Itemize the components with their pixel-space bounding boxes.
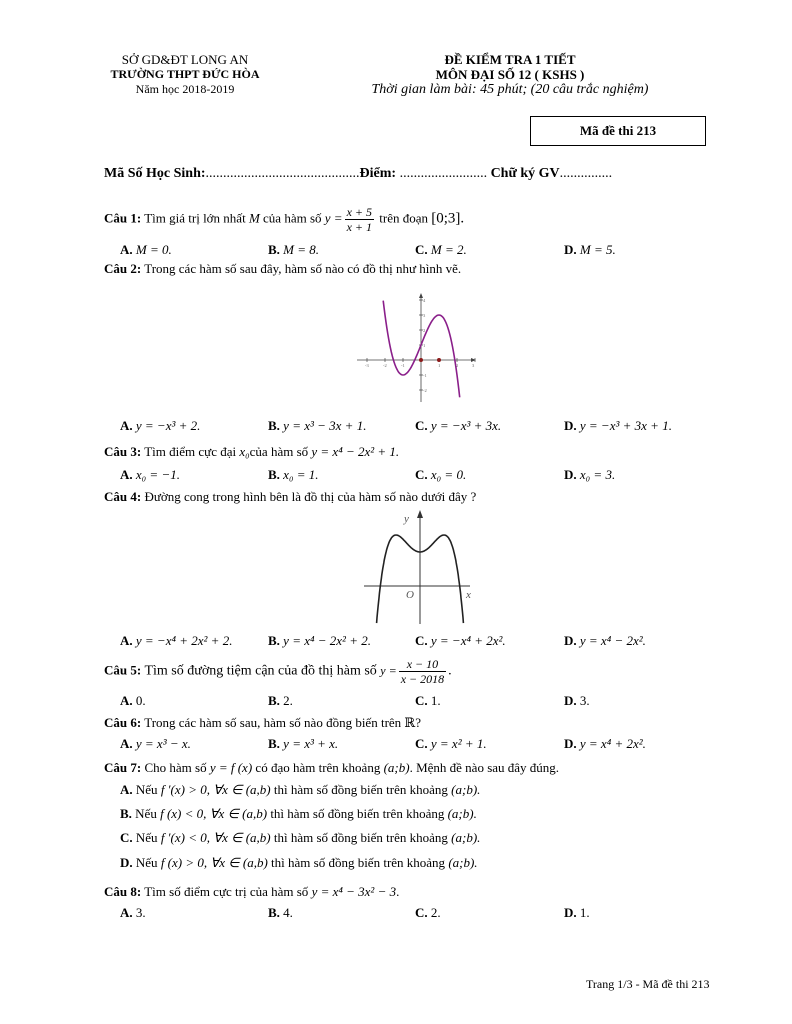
option-letter: B.	[268, 467, 280, 482]
origin-label: O	[406, 589, 414, 601]
q5-option-b[interactable]	[268, 693, 293, 709]
option-letter: D.	[564, 693, 577, 708]
y-tick-label: -1	[423, 373, 427, 378]
page-footer: Trang 1/3 - Mã đề thi 213	[586, 977, 710, 991]
option-letter: C.	[120, 830, 133, 845]
q3-b-text: x₀ = 1.	[283, 467, 319, 482]
sign-label: Chữ ký GV	[487, 166, 560, 181]
q7-d-post: thì hàm số đồng biến trên khoảng	[267, 855, 449, 870]
q5-text: Tìm số đường tiệm cận của đồ thị hàm số	[141, 663, 381, 679]
option-letter: A.	[120, 633, 133, 648]
q2-cubic-graph	[355, 290, 477, 416]
exam-duration: Thời gian làm bài: 45 phút; (20 câu trắc nghiệm)	[371, 82, 649, 97]
q3-option-c[interactable]	[415, 467, 466, 483]
exam-code: Mã đề thi 213	[579, 123, 657, 138]
q6-tail: ?	[415, 715, 422, 730]
option-letter: C.	[415, 633, 428, 648]
score-dots: .........................	[396, 166, 488, 181]
x-tick-label: -1	[401, 363, 405, 368]
q1-option-c[interactable]	[415, 242, 467, 258]
q3-label: Câu 3:	[104, 444, 142, 459]
q6-a-text: y = x³ − x.	[135, 736, 191, 751]
q1-den: x + 1	[346, 220, 372, 234]
q5-fraction	[399, 657, 446, 686]
option-letter: C.	[415, 693, 428, 708]
question-5	[104, 657, 452, 686]
q5-num: x − 10	[399, 657, 446, 672]
q4-a-text: y = −x⁴ + 2x² + 2.	[135, 633, 233, 648]
q2-option-a[interactable]	[120, 418, 200, 434]
q8-b-text: 4.	[283, 905, 293, 920]
x-tick-label: -3	[365, 363, 369, 368]
subject-title: MÔN ĐẠI SỐ 12 ( KSHS )	[435, 67, 585, 82]
q3-option-b[interactable]	[268, 467, 318, 483]
q3-var: x₀	[239, 444, 250, 459]
q6-d-text: y = x⁴ + 2x².	[579, 736, 646, 751]
q8-d-text: 1.	[579, 905, 590, 920]
header-right	[330, 52, 690, 97]
q2-b-text: y = x³ − 3x + 1.	[283, 418, 367, 433]
option-letter: A.	[120, 736, 133, 751]
student-id-dots: ............................................	[205, 166, 360, 181]
q3-d-text: x₀ = 3.	[579, 467, 616, 482]
option-letter: B.	[268, 736, 280, 751]
q1-option-b[interactable]	[268, 242, 319, 258]
q5-option-a[interactable]	[120, 693, 146, 709]
q7-d-pre: Nếu	[132, 855, 161, 870]
y-axis-arrow-icon	[417, 510, 423, 518]
q4-b-text: y = x⁴ − 2x² + 2.	[283, 633, 371, 648]
q7-b-int: (a;b).	[447, 806, 477, 821]
y-tick-label: 3	[423, 313, 426, 318]
option-letter: D.	[120, 855, 133, 870]
q7-option-b[interactable]	[120, 806, 477, 822]
q7-text: Cho hàm số	[141, 760, 210, 775]
question-2	[104, 261, 461, 277]
q5-c-text: 1.	[430, 693, 441, 708]
question-6	[104, 715, 421, 731]
q7-b-cond: f (x) < 0, ∀x ∈ (a,b)	[160, 806, 268, 821]
q3-option-a[interactable]	[120, 467, 180, 483]
q8-option-c[interactable]	[415, 905, 441, 921]
q8-text: Tìm số điểm cực trị của hàm số	[141, 884, 312, 899]
y-tick-label: 1	[423, 343, 426, 348]
sign-dots: ...............	[559, 166, 613, 181]
q8-a-text: 3.	[135, 905, 146, 920]
q3-a-text: x₀ = −1.	[135, 467, 180, 482]
q2-text: Trong các hàm số sau đây, hàm số nào có đồ thị như hình vẽ.	[141, 261, 462, 276]
student-info-line	[104, 166, 612, 182]
q7-func: y = f (x)	[209, 760, 253, 775]
exam-code-box	[530, 116, 706, 146]
q6-b-text: y = x³ + x.	[283, 736, 339, 751]
question-1	[104, 205, 464, 234]
option-letter: B.	[268, 418, 280, 433]
q4-option-b[interactable]	[268, 633, 371, 649]
q1-fraction	[345, 205, 374, 234]
q5-d-text: 3.	[579, 693, 590, 708]
q5-den: x − 2018	[400, 672, 445, 686]
graph-point	[437, 358, 441, 362]
q1-option-d[interactable]	[564, 242, 616, 258]
q7-text3: . Mệnh đề nào sau đây đúng.	[409, 760, 560, 775]
q4-d-text: y = x⁴ − 2x².	[579, 633, 646, 648]
q1-text: Tìm giá trị lớn nhất	[141, 210, 249, 226]
q5-tail: .	[448, 663, 452, 679]
q5-a-text: 0.	[135, 693, 146, 708]
option-letter: D.	[564, 905, 577, 920]
q2-option-b[interactable]	[268, 418, 366, 434]
x-tick-label: 3	[472, 363, 475, 368]
option-letter: B.	[268, 905, 280, 920]
q1-var: M	[248, 210, 260, 226]
option-letter: D.	[564, 242, 577, 257]
q5-label: Câu 5:	[104, 662, 142, 678]
y-tick-label: 4	[423, 298, 426, 303]
q8-func: y = x⁴ − 3x² − 3	[311, 884, 397, 899]
q1-interval: [0;3].	[431, 210, 465, 227]
option-letter: D.	[564, 418, 577, 433]
q7-a-cond: f ′(x) > 0, ∀x ∈ (a,b)	[160, 782, 271, 797]
q6-option-a[interactable]	[120, 736, 191, 752]
school-year: Năm học 2018-2019	[135, 82, 235, 96]
q1-option-a[interactable]	[120, 242, 172, 258]
q2-option-d[interactable]	[564, 418, 672, 434]
q7-a-pre: Nếu	[132, 782, 161, 797]
q5-option-c[interactable]	[415, 693, 441, 709]
q8-option-b[interactable]	[268, 905, 293, 921]
q1-text2: của hàm số	[259, 210, 325, 226]
option-letter: A.	[120, 905, 133, 920]
option-letter: A.	[120, 242, 133, 257]
q4-option-c[interactable]	[415, 633, 506, 649]
q6-label: Câu 6:	[104, 715, 142, 730]
q5-b-text: 2.	[283, 693, 293, 708]
school-name: TRƯỜNG THPT ĐỨC HÒA	[110, 67, 260, 81]
option-letter: C.	[415, 242, 428, 257]
option-letter: A.	[120, 782, 133, 797]
question-4	[104, 489, 476, 505]
option-letter: B.	[268, 693, 280, 708]
option-letter: A.	[120, 467, 133, 482]
q8-option-a[interactable]	[120, 905, 146, 921]
q7-c-int: (a;b).	[451, 830, 481, 845]
q1-text3: trên đoạn	[376, 210, 432, 226]
q8-tail: .	[396, 884, 400, 899]
option-letter: C.	[415, 905, 428, 920]
x-axis-label: x	[466, 589, 471, 601]
q6-option-c[interactable]	[415, 736, 487, 752]
question-8	[104, 884, 399, 900]
option-letter: C.	[415, 736, 428, 751]
q7-b-post: thì hàm số đồng biến trên khoảng	[267, 806, 448, 821]
student-id-label: Mã Số Học Sinh:	[104, 166, 206, 181]
q7-d-int: (a;b).	[448, 855, 478, 870]
q5-lhs: y =	[380, 663, 397, 678]
question-3	[104, 444, 399, 460]
q7-d-cond: f (x) > 0, ∀x ∈ (a,b)	[160, 855, 268, 870]
q7-b-pre: Nếu	[131, 806, 161, 821]
q2-a-text: y = −x³ + 2.	[135, 418, 201, 433]
option-letter: D.	[564, 633, 577, 648]
x-tick-label: 2	[456, 363, 459, 368]
q7-c-cond: f ′(x) < 0, ∀x ∈ (a,b)	[160, 830, 271, 845]
q6-text: Trong các hàm số sau, hàm số nào đồng biến trên	[141, 715, 405, 730]
q2-d-text: y = −x³ + 3x + 1.	[579, 418, 672, 433]
q3-text: Tìm điểm cực đại	[141, 444, 240, 459]
q3-text2: của hàm số	[249, 444, 312, 459]
q7-label: Câu 7:	[104, 760, 142, 775]
question-7	[104, 760, 559, 776]
q1-num: x + 5	[346, 205, 372, 219]
q4-text: Đường cong trong hình bên là đồ thị của hàm số nào dưới đây ?	[141, 489, 477, 504]
y-axis-label: y	[404, 513, 409, 525]
y-tick-label: -2	[423, 388, 427, 393]
option-letter: B.	[268, 633, 280, 648]
x-tick-label: 1	[438, 363, 441, 368]
q7-a-post: thì hàm số đồng biến trên khoảng	[270, 782, 452, 797]
q4-label: Câu 4:	[104, 489, 142, 504]
option-letter: C.	[415, 418, 428, 433]
q7-option-d[interactable]	[120, 855, 478, 871]
q4-quartic-graph	[362, 508, 482, 628]
q2-label: Câu 2:	[104, 261, 142, 276]
x-tick-label: -2	[383, 363, 387, 368]
q7-c-post: thì hàm số đồng biến trên khoảng	[270, 830, 452, 845]
q6-c-text: y = x² + 1.	[430, 736, 487, 751]
q8-option-d[interactable]	[564, 905, 590, 921]
q4-c-text: y = −x⁴ + 2x².	[430, 633, 506, 648]
option-letter: A.	[120, 693, 133, 708]
option-letter: D.	[564, 467, 577, 482]
dept-name: SỞ GD&ĐT LONG AN	[121, 52, 249, 67]
option-letter: C.	[415, 467, 428, 482]
q4-option-a[interactable]	[120, 633, 232, 649]
q3-func: y = x⁴ − 2x² + 1.	[311, 444, 400, 459]
q7-option-c[interactable]	[120, 830, 480, 846]
q4-option-d[interactable]	[564, 633, 646, 649]
q6-option-b[interactable]	[268, 736, 338, 752]
q7-interval: (a;b)	[383, 760, 410, 775]
graph-point	[419, 358, 423, 362]
q7-c-pre: Nếu	[132, 830, 161, 845]
q1-a-text: M = 0.	[135, 242, 172, 257]
option-letter: B.	[120, 806, 132, 821]
q3-option-d[interactable]	[564, 467, 615, 483]
q7-option-a[interactable]	[120, 782, 480, 798]
option-letter: A.	[120, 418, 133, 433]
q2-option-c[interactable]	[415, 418, 501, 434]
q6-option-d[interactable]	[564, 736, 646, 752]
q1-c-text: M = 2.	[430, 242, 467, 257]
q7-a-int: (a;b).	[451, 782, 481, 797]
y-tick-label: 2	[423, 328, 426, 333]
exam-title: ĐỀ KIỂM TRA 1 TIẾT	[444, 52, 576, 67]
header-left	[95, 52, 275, 97]
q2-c-text: y = −x³ + 3x.	[430, 418, 502, 433]
q8-c-text: 2.	[430, 905, 441, 920]
q7-text2: có đạo hàm trên khoảng	[252, 760, 384, 775]
option-letter: B.	[268, 242, 280, 257]
score-label: Điểm:	[359, 166, 397, 181]
option-letter: D.	[564, 736, 577, 751]
q6-set: ℝ	[404, 715, 416, 730]
q1-lhs: y =	[324, 210, 343, 226]
q8-label: Câu 8:	[104, 884, 142, 899]
q1-b-text: M = 8.	[283, 242, 320, 257]
q1-label: Câu 1:	[104, 210, 142, 226]
q1-d-text: M = 5.	[579, 242, 616, 257]
q5-option-d[interactable]	[564, 693, 590, 709]
q3-c-text: x₀ = 0.	[430, 467, 467, 482]
